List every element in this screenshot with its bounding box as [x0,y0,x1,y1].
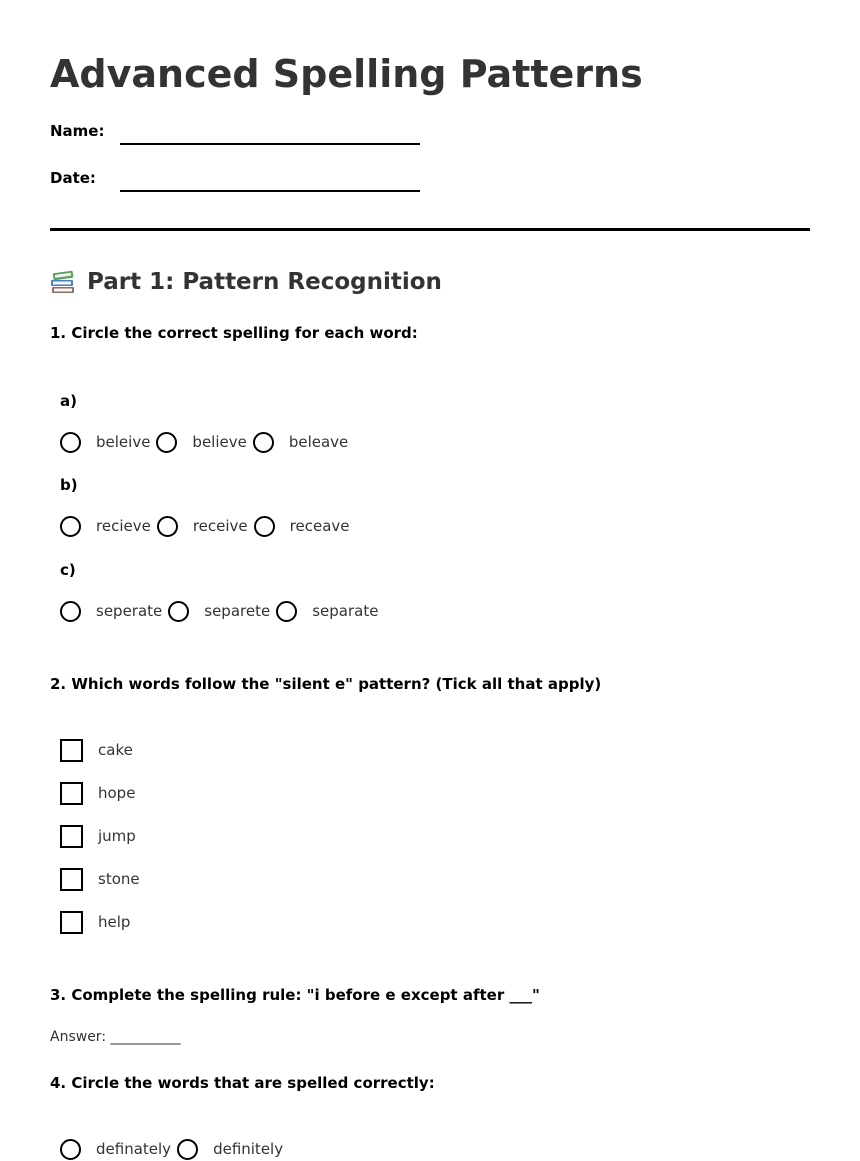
name-label: Name: [50,122,105,140]
checkbox[interactable] [60,868,83,891]
date-field[interactable] [120,190,420,192]
option-1b-3[interactable] [254,516,356,537]
question-3-prompt: 3. Complete the spelling rule: "i before e except after ___" [50,986,540,1004]
name-field[interactable] [120,143,420,145]
option-1b-1[interactable] [60,516,157,537]
radio-circle[interactable] [60,1139,81,1160]
option-1c-3[interactable] [276,601,384,622]
question-1c-options [60,598,384,624]
section-heading-part1 [50,266,442,298]
page-title: Advanced Spelling Patterns [50,52,643,96]
option-text: receave [289,517,350,535]
checkbox-option-2[interactable] [60,780,135,806]
question-2-prompt: 2. Which words follow the "silent e" pattern? (Tick all that apply) [50,675,602,693]
option-text: receive [192,517,248,535]
option-4-1[interactable] [60,1139,177,1160]
date-label: Date: [50,169,96,187]
option-1b-2[interactable] [157,516,254,537]
checkbox-label: help [98,913,131,931]
option-1c-1[interactable] [60,601,168,622]
option-text: beleive [96,433,151,451]
question-1-prompt: 1. Circle the correct spelling for each word: [50,324,418,342]
radio-circle[interactable] [156,432,177,453]
option-text: definately [96,1140,172,1158]
answer-blank[interactable]: Answer: __________ [50,1029,181,1045]
option-text: seperate [96,602,163,620]
checkbox-option-4[interactable] [60,866,140,892]
books-icon [50,269,76,295]
question-4-prompt: 4. Circle the words that are spelled correctly: [50,1074,435,1092]
option-text: beleave [288,433,349,451]
checkbox[interactable] [60,739,83,762]
question-1a-options [60,429,354,455]
radio-circle[interactable] [60,601,81,622]
option-1a-3[interactable] [253,432,354,453]
option-text: separate [312,602,379,620]
radio-circle[interactable] [177,1139,198,1160]
radio-circle[interactable] [168,601,189,622]
checkbox-label: hope [98,784,136,802]
checkbox-label: jump [98,827,136,845]
radio-circle[interactable] [157,516,178,537]
radio-circle[interactable] [60,516,81,537]
option-text: definitely [213,1140,284,1158]
checkbox-label: cake [98,741,133,759]
section-heading-text: Part 1: Pattern Recognition [87,269,442,295]
question-1c-label: c) [60,561,76,579]
checkbox[interactable] [60,782,83,805]
option-4-2[interactable] [177,1139,289,1160]
option-text: separete [204,602,271,620]
question-1a-label: a) [60,392,77,410]
option-1c-2[interactable] [168,601,276,622]
checkbox-label: stone [98,870,140,888]
radio-circle[interactable] [254,516,275,537]
option-text: recieve [96,517,151,535]
option-1a-2[interactable] [156,432,252,453]
checkbox-option-3[interactable] [60,823,136,849]
header-divider [50,228,810,231]
option-text: believe [192,433,247,451]
radio-circle[interactable] [60,432,81,453]
option-1a-1[interactable] [60,432,156,453]
checkbox[interactable] [60,911,83,934]
question-1b-label: b) [60,476,78,494]
question-1b-options [60,513,356,539]
radio-circle[interactable] [276,601,297,622]
question-4-options [60,1136,289,1161]
checkbox-option-5[interactable] [60,909,130,935]
checkbox[interactable] [60,825,83,848]
radio-circle[interactable] [253,432,274,453]
checkbox-option-1[interactable] [60,737,133,763]
